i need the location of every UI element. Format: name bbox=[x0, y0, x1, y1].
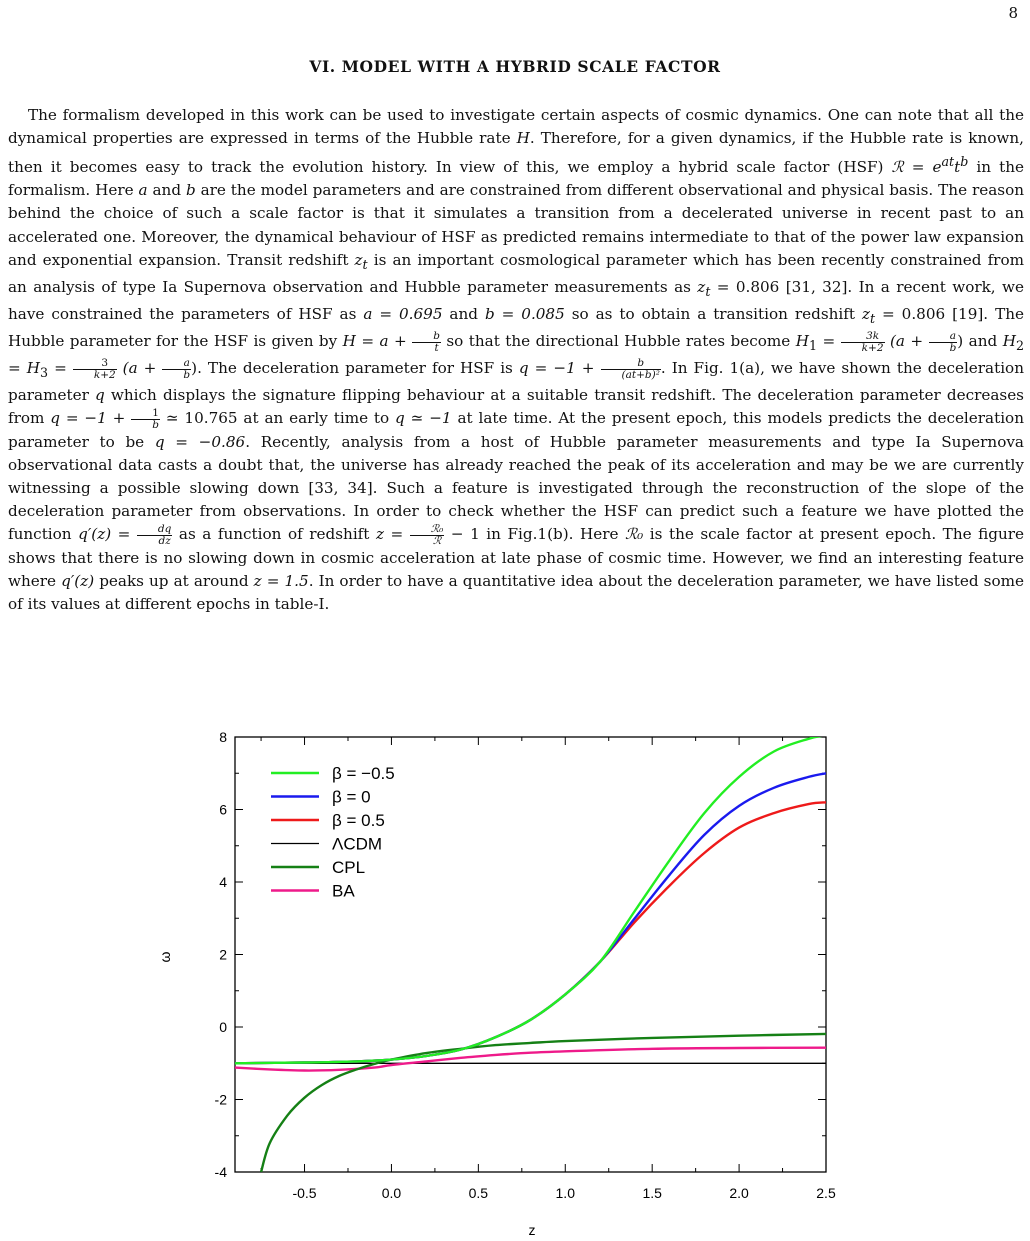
legend-label: BA bbox=[332, 881, 355, 901]
y-tick-label: 6 bbox=[219, 801, 227, 818]
y-tick-label: 4 bbox=[219, 874, 227, 890]
y-tick-label: 0 bbox=[219, 1019, 227, 1035]
series-line bbox=[261, 1034, 826, 1172]
x-axis-label: z bbox=[528, 1222, 536, 1238]
line-chart bbox=[150, 725, 850, 1241]
x-tick-label: 0.0 bbox=[381, 1185, 402, 1201]
legend-label: β = −0.5 bbox=[332, 764, 395, 783]
legend-label: ΛCDM bbox=[332, 834, 383, 854]
series-line bbox=[235, 1048, 826, 1071]
series-line bbox=[235, 802, 826, 1063]
x-tick-label: -0.5 bbox=[292, 1185, 317, 1201]
legend-label: CPL bbox=[332, 858, 366, 877]
series-line bbox=[235, 735, 826, 1063]
y-tick-label: 8 bbox=[219, 729, 227, 745]
x-tick-label: 1.5 bbox=[642, 1185, 662, 1201]
x-tick-label: 2.0 bbox=[729, 1185, 749, 1201]
y-tick-label: 2 bbox=[219, 946, 227, 963]
section-title: VI. MODEL WITH A HYBRID SCALE FACTOR bbox=[309, 57, 721, 76]
legend-label: β = 0.5 bbox=[332, 811, 385, 830]
x-tick-label: 0.5 bbox=[468, 1185, 489, 1201]
plot-frame bbox=[235, 737, 826, 1172]
y-axis-label: ω bbox=[157, 951, 173, 963]
body-paragraph: The formalism developed in this work can be used to investigate certain aspects of cosmic dynamics. One can note that all the dynamical properties are expressed in terms of the Hubble rate H. Therefore, for a given dynamics, if the Hubble rate is known, then it becomes easy to track the evolution history. In view of this, we employ a hybrid scale factor (HSF) ℛ = $e^{at}t^b$ in the formalism. Here a and b are the model parameters and are constrained from different observational and physical basis. The reason behind the choice of such a scale factor is that it simulates a transition from a decelerated universe in recent past to an accelerated one. Moreover, the dynamical behaviour of HSF as predicted remains intermediate to that of the power law expansion and exponential expansion. Transit redshift $z_t$ is an important cosmological parameter which has been recently constrained from an analysis of type Ia Supernova observation and Hubble parameter measurements as $z_t = 0.806$ [31, 32]. In a recent work, we have constrained the parameters of HSF as a = 0.695 and b = 0.085 so as to obtain a transition redshift $z_t = 0.806$ [19]. The Hubble parameter for the HSF is given by H = a + $\frac{b}{t}$ so that the directional Hubble rates become $H_1$ = $\frac{3k}{k+2}$ (a + $\frac{a}{b}$ ) and $H_2 = H_3$ = $\frac{3}{k+2}$ (a + $\frac{a}{b}$ ). The deceleration parameter for HSF is q = −1 + $\frac{b}{\text{(at+b)²}}$ . In Fig. 1(a), we have shown the deceleration parameter q which displays the signature flipping behaviour at a suitable transit redshift. The deceleration parameter decreases from q = −1 + $\frac{1}{b}$ ≃ 10.765 at an early time to q ≃ −1 at late time. At the present epoch, this models predicts the deceleration parameter to be q = −0.86. Recently, analysis from a host of Hubble parameter measurements and type Ia Supernova observational data casts a doubt that, the universe has already reached the peak of its acceleration and may be we are currently witnessing a possible slowing down [33, 34]. Such a feature is investigated through the reconstruction of the slope of the deceleration parameter from observations. In order to check whether the HSF can predict such a feature we have plotted the function q′(z) = $\frac{dq}{dz}$ as a function of redshift z = $\frac{\text{ℛ₀}}{\text{ℛ}}$ − 1 in Fig.1(b). Here ℛ₀ is the scale factor at present epoch. The figure shows that there is no slowing down in cosmic acceleration at late phase of cosmic time. However, we find an interesting feature where q′(z) peaks up at around z = 1.5. In order to have a quantitative idea about the deceleration parameter, we have listed some of its values at different epochs in table-I. bbox=[8, 106, 1024, 614]
x-tick-label: 1.0 bbox=[555, 1185, 575, 1201]
page-number: 8 bbox=[1008, 4, 1018, 22]
y-tick-label: -2 bbox=[214, 1091, 227, 1108]
figure-eos-plot bbox=[150, 725, 850, 1241]
y-tick-label: -4 bbox=[214, 1164, 227, 1180]
legend-label: β = 0 bbox=[332, 787, 371, 807]
x-tick-label: 2.5 bbox=[816, 1185, 836, 1201]
